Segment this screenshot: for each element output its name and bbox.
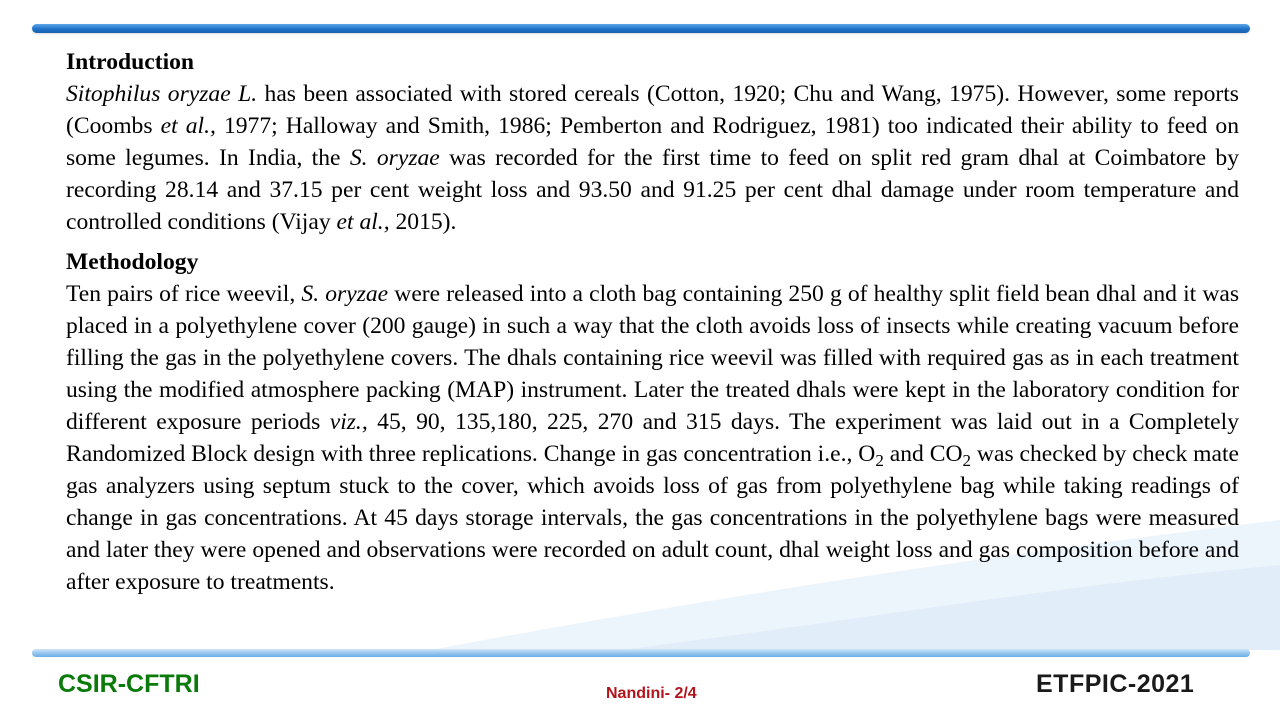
introduction-paragraph: Sitophilus oryzae L. has been associated with stored cereals (Cotton, 1920; Chu and Wang, 1975). However, some reports (Coombs et al., 1977; Halloway and Smith, 1986; Pemberton and Rodriguez, 1981) too indicated their ability to feed on some legumes. In India, the S. oryzae was recorded for the first time to feed on split red gram dhal at Coimbatore by recording 28.14 and 37.15 per cent weight loss and 93.50 and 91.25 per cent dhal damage under room temperature and controlled conditions (Vijay et al., 2015).	[66, 81, 1239, 235]
bottom-accent-bar	[32, 649, 1250, 657]
footer-event: ETFPIC-2021	[1036, 670, 1195, 698]
footer-slide-number: Nandini- 2/4	[606, 685, 697, 702]
introduction-heading: Introduction	[66, 49, 195, 75]
methodology-heading: Methodology	[66, 249, 199, 275]
methodology-paragraph: Ten pairs of rice weevil, S. oryzae were released into a cloth bag containing 250 g of healthy split field bean dhal and it was placed in a polyethylene cover (200 gauge) in such a way that the cloth avoids loss of insects while creating vacuum before filling the gas in the polyethylene covers. The dhals containing rice weevil was filled with required gas as in each treatment using the modified atmosphere packing (MAP) instrument. Later the treated dhals were kept in the laboratory condition for different exposure periods viz., 45, 90, 135,180, 225, 270 and 315 days. The experiment was laid out in a Completely Randomized Block design with three replications. Change in gas concentration i.e., $O_2$ and $CO_2$ was checked by check mate gas analyzers using septum stuck to the cover, which avoids loss of gas from polyethylene bag while taking readings of change in gas concentrations. At 45 days storage intervals, the gas concentrations in the polyethylene bags were measured and later they were opened and observations were recorded on adult count, dhal weight loss and gas composition before and after exposure to treatments.	[66, 281, 1240, 595]
slide-body	[66, 46, 1239, 598]
species-name: Sitophilus oryzae L.	[66, 81, 258, 107]
top-accent-bar	[32, 24, 1250, 33]
footer-organization: CSIR-CFTRI	[58, 670, 200, 698]
